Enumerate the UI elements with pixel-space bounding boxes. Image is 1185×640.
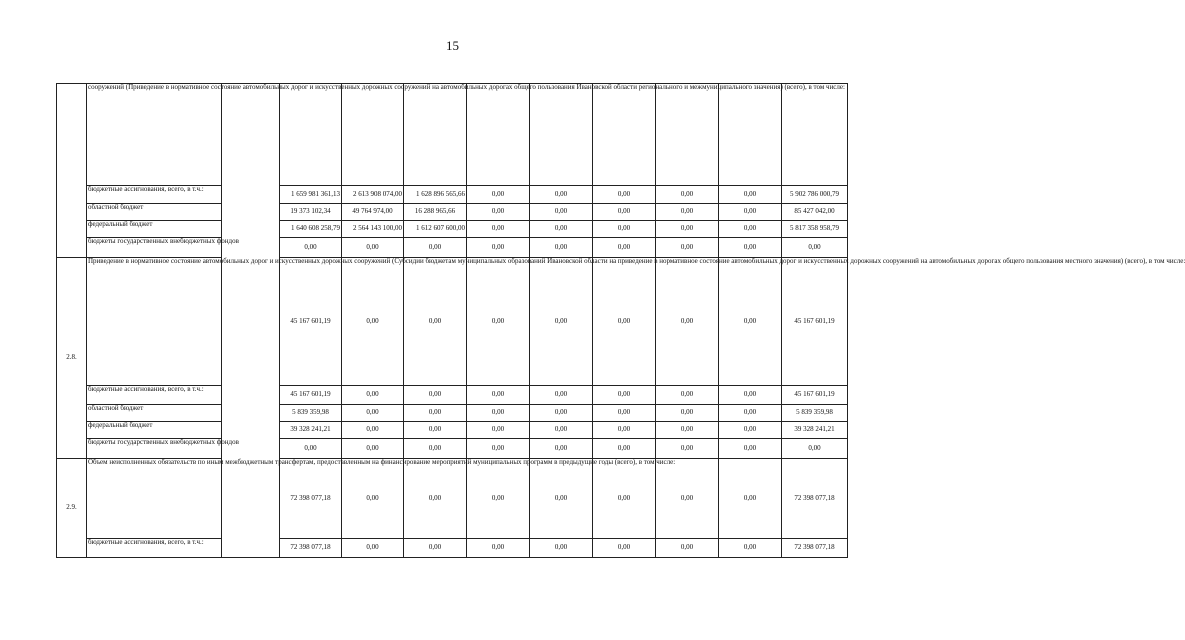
value-cell: 0,00	[404, 258, 467, 386]
value-cell	[404, 84, 467, 186]
value-cell: 0,00	[719, 186, 782, 204]
value-cell: 5 902 786 000,79	[782, 186, 848, 204]
value-cell: 72 398 077,18	[280, 539, 342, 558]
value-cell: 0,00	[467, 238, 530, 258]
value-cell: 45 167 601,19	[782, 258, 848, 386]
table-row	[57, 459, 848, 539]
value-cell: 5 839 359,98	[782, 405, 848, 422]
value-cell	[656, 84, 719, 186]
value-cell: 0,00	[593, 386, 656, 405]
value-cell: 0,00	[404, 238, 467, 258]
description-cell: бюджеты государственных внебюджетных фондов	[87, 439, 222, 459]
value-cell: 0,00	[656, 439, 719, 459]
value-cell: 0,00	[719, 405, 782, 422]
value-cell: 5 839 359,98	[280, 405, 342, 422]
value-cell: 0,00	[530, 439, 593, 459]
value-cell	[280, 84, 342, 186]
value-cell: 0,00	[467, 221, 530, 238]
value-cell: 0,00	[467, 459, 530, 539]
value-cell: 0,00	[342, 258, 404, 386]
value-cell: 72 398 077,18	[280, 459, 342, 539]
value-cell: 0,00	[593, 405, 656, 422]
value-cell	[467, 84, 530, 186]
value-cell: 0,00	[719, 258, 782, 386]
value-cell: 1 640 608 258,79	[280, 221, 342, 238]
value-cell: 0,00	[656, 258, 719, 386]
table-row	[57, 439, 848, 459]
value-cell: 45 167 601,19	[280, 258, 342, 386]
value-cell: 0,00	[530, 539, 593, 558]
value-cell: 39 328 241,21	[782, 422, 848, 439]
row-number-cell: 2.8.	[57, 258, 87, 459]
value-cell	[342, 84, 404, 186]
value-cell: 0,00	[719, 204, 782, 221]
value-cell: 0,00	[342, 405, 404, 422]
value-cell: 0,00	[782, 238, 848, 258]
page-number: 15	[446, 38, 459, 53]
description-cell: сооружений (Приведение в нормативное состояние автомобильных дорог и искусственных дорожных сооружений на автомобильных дорогах общего пользования Ивановской области регионального и межмуниципального значения) (всего), в том числе:	[87, 84, 222, 186]
value-cell: 39 328 241,21	[280, 422, 342, 439]
value-cell: 0,00	[656, 459, 719, 539]
value-cell: 1 659 981 361,13	[280, 186, 342, 204]
value-cell: 0,00	[404, 386, 467, 405]
value-cell: 0,00	[467, 386, 530, 405]
description-cell: бюджетные ассигнования, всего, в т.ч.:	[87, 386, 222, 405]
value-cell: 0,00	[280, 439, 342, 459]
value-cell: 16 288 965,66	[404, 204, 467, 221]
value-cell	[719, 84, 782, 186]
value-cell: 0,00	[719, 439, 782, 459]
value-cell: 0,00	[530, 238, 593, 258]
value-cell: 0,00	[593, 539, 656, 558]
value-cell: 85 427 042,00	[782, 204, 848, 221]
table-row	[57, 221, 848, 238]
value-cell: 0,00	[467, 422, 530, 439]
value-cell: 0,00	[467, 186, 530, 204]
value-cell: 0,00	[593, 459, 656, 539]
value-cell: 2 564 143 100,00	[342, 221, 404, 238]
value-cell: 0,00	[719, 422, 782, 439]
value-cell: 0,00	[593, 238, 656, 258]
description-cell: бюджеты государственных внебюджетных фондов	[87, 238, 222, 258]
value-cell: 0,00	[404, 439, 467, 459]
value-cell: 0,00	[656, 204, 719, 221]
value-cell: 0,00	[530, 386, 593, 405]
value-cell: 5 817 358 958,79	[782, 221, 848, 238]
table-row	[57, 386, 848, 405]
value-cell: 0,00	[656, 186, 719, 204]
table-row	[57, 539, 848, 558]
description-cell: областной бюджет	[87, 405, 222, 422]
value-cell	[530, 84, 593, 186]
value-cell: 0,00	[593, 258, 656, 386]
value-cell: 0,00	[656, 238, 719, 258]
value-cell: 0,00	[719, 459, 782, 539]
value-cell: 0,00	[467, 258, 530, 386]
value-cell: 2 613 908 074,00	[342, 186, 404, 204]
budget-table	[56, 83, 1185, 558]
value-cell: 0,00	[593, 204, 656, 221]
value-cell: 0,00	[593, 186, 656, 204]
value-cell: 0,00	[719, 221, 782, 238]
value-cell: 0,00	[530, 459, 593, 539]
value-cell: 0,00	[530, 405, 593, 422]
table-row	[57, 204, 848, 221]
description-cell: бюджетные ассигнования, всего, в т.ч.:	[87, 539, 222, 558]
value-cell: 0,00	[530, 422, 593, 439]
value-cell: 72 398 077,18	[782, 539, 848, 558]
value-cell: 0,00	[656, 422, 719, 439]
table-row	[57, 258, 848, 386]
value-cell: 0,00	[593, 422, 656, 439]
value-cell: 0,00	[404, 539, 467, 558]
value-cell: 0,00	[404, 405, 467, 422]
value-cell: 0,00	[280, 238, 342, 258]
table-row	[57, 238, 848, 258]
value-cell: 0,00	[467, 405, 530, 422]
value-cell: 0,00	[593, 439, 656, 459]
value-cell: 0,00	[342, 459, 404, 539]
value-cell: 0,00	[342, 439, 404, 459]
value-cell: 72 398 077,18	[782, 459, 848, 539]
table-row	[57, 405, 848, 422]
value-cell: 0,00	[342, 422, 404, 439]
value-cell: 0,00	[593, 221, 656, 238]
value-cell: 0,00	[530, 258, 593, 386]
value-cell: 0,00	[719, 386, 782, 405]
table-row	[57, 84, 848, 186]
value-cell: 0,00	[404, 422, 467, 439]
description-cell: Приведение в нормативное состояние автомобильных дорог и искусственных дорожных сооружений (Субсидии бюджетам муниципальных образований Ивановской области на приведение в нормативное состояние автомобильных дорог и искусственных дорожных сооружений на автомобильных дорогах общего пользования местного значения) (всего), в том числе:	[87, 258, 222, 386]
value-cell: 45 167 601,19	[280, 386, 342, 405]
row-number-cell: 2.9.	[57, 459, 87, 558]
value-cell: 45 167 601,19	[782, 386, 848, 405]
value-cell: 1 628 896 565,66	[404, 186, 467, 204]
table-row	[57, 422, 848, 439]
value-cell: 0,00	[404, 459, 467, 539]
value-cell: 0,00	[656, 386, 719, 405]
value-cell: 0,00	[467, 539, 530, 558]
value-cell: 0,00	[342, 539, 404, 558]
value-cell: 0,00	[719, 539, 782, 558]
value-cell: 19 373 102,34	[280, 204, 342, 221]
value-cell: 49 764 974,00	[342, 204, 404, 221]
value-cell: 0,00	[530, 221, 593, 238]
value-cell: 0,00	[342, 386, 404, 405]
value-cell: 0,00	[656, 539, 719, 558]
value-cell	[593, 84, 656, 186]
value-cell: 0,00	[467, 204, 530, 221]
description-cell: Объем неисполненных обязательств по иным межбюджетным трансфертам, предоставленным на финансирование мероприятий муниципальных программ в предыдущие годы (всего), в том числе:	[87, 459, 222, 539]
table-row	[57, 186, 848, 204]
blank-cell	[222, 84, 280, 558]
value-cell: 0,00	[467, 439, 530, 459]
value-cell: 0,00	[719, 238, 782, 258]
value-cell: 0,00	[530, 204, 593, 221]
description-cell: бюджетные ассигнования, всего, в т.ч.:	[87, 186, 222, 204]
description-cell: федеральный бюджет	[87, 422, 222, 439]
value-cell: 1 612 607 600,00	[404, 221, 467, 238]
value-cell: 0,00	[656, 405, 719, 422]
value-cell: 0,00	[530, 186, 593, 204]
value-cell: 0,00	[656, 221, 719, 238]
description-cell: федеральный бюджет	[87, 221, 222, 238]
description-cell: областной бюджет	[87, 204, 222, 221]
value-cell: 0,00	[342, 238, 404, 258]
value-cell	[782, 84, 848, 186]
value-cell: 0,00	[782, 439, 848, 459]
row-number-cell	[57, 84, 87, 258]
